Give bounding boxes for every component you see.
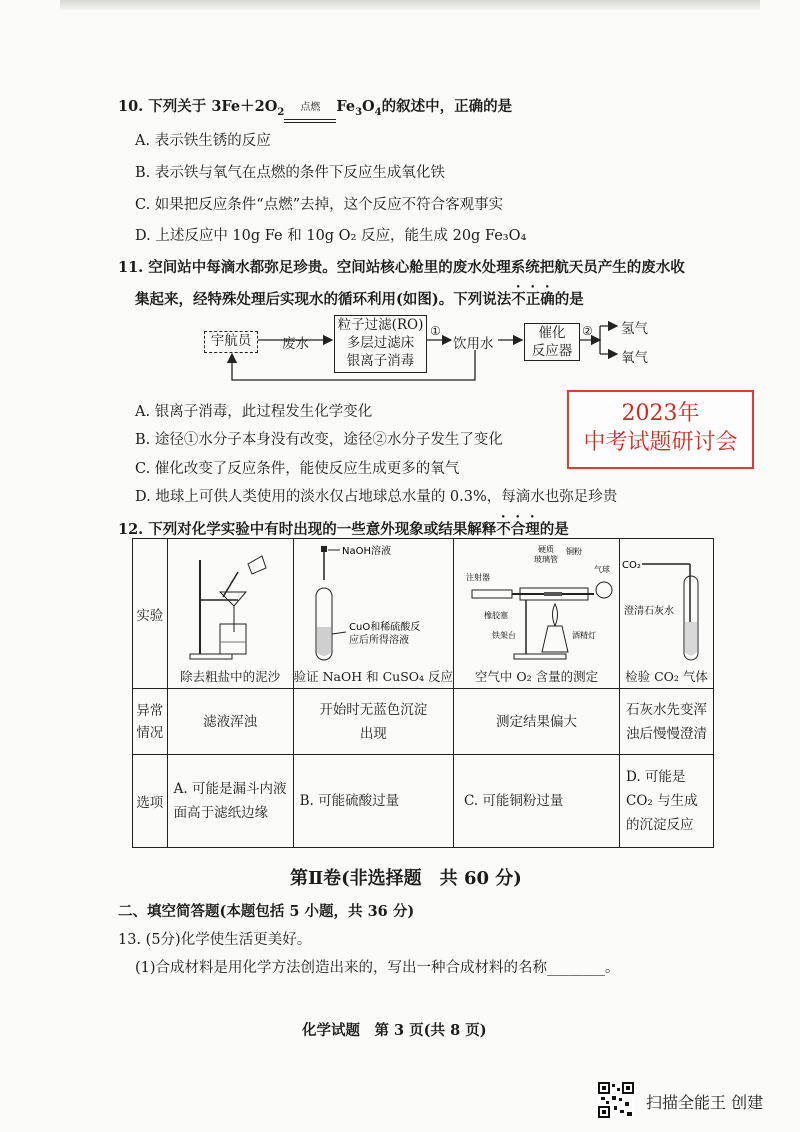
label-copper-powder: 铜粉 bbox=[566, 547, 582, 556]
experiment-table bbox=[132, 538, 714, 848]
options-row bbox=[133, 755, 714, 848]
caption-oxygen: 空气中 O₂ 含量的测定 bbox=[474, 669, 599, 684]
scan-top-shadow bbox=[60, 0, 760, 10]
q12-stem: 12. 下列对化学实验中有时出现的一些意外现象或结果解释不合理的是 bbox=[118, 521, 569, 538]
row-head-experiment: 实验 bbox=[133, 539, 168, 689]
q11-option-d: D. 地球上可供人类使用的淡水仅占地球总水量的 0.3%，每滴水也弥足珍贵 bbox=[135, 489, 618, 505]
section-2-title: 二、填空简答题(本题包括 5 小题，共 36 分) bbox=[118, 903, 415, 920]
part-2-title: 第Ⅱ卷(非选择题 共 60 分) bbox=[290, 868, 522, 889]
scanner-watermark: 扫描全能王 创建 bbox=[646, 1093, 764, 1112]
filtration-apparatus-drawing bbox=[168, 542, 293, 667]
caption-naoh: 验证 NaOH 和 CuSO₄ 反应 bbox=[293, 669, 453, 684]
q11-stem-line2: 集起来，经特殊处理后实现水的循环利用(如图)。下列说法不正确的是 bbox=[135, 291, 584, 308]
row-head-anomaly: 异常 情况 bbox=[133, 689, 168, 755]
label-cuo-2: 应后所得溶液 bbox=[348, 635, 409, 646]
oxygen-measurement-drawing bbox=[454, 542, 619, 667]
q11-stem-line1: 11. 空间站中每滴水都弥足珍贵。空间站核心舱里的废水处理系统把航天员产生的废水收 bbox=[118, 259, 685, 276]
treatment-box: 粒子过滤(RO) 多层过滤床 银离子消毒 bbox=[334, 315, 427, 373]
oxygen-label: 氧气 bbox=[621, 350, 648, 366]
label-alcohol-lamp: 酒精灯 bbox=[572, 631, 596, 640]
exp-co2-cell bbox=[620, 539, 714, 689]
drinking-water-label: 饮用水 bbox=[453, 336, 494, 352]
path-2-label: ② bbox=[582, 324, 593, 338]
q13-stem: 13. (5分)化学使生活更美好。 bbox=[118, 932, 312, 948]
exp-oxygen-cell bbox=[454, 539, 620, 689]
co2-test-drawing bbox=[620, 542, 713, 667]
anomaly-filtration: 滤液浑浊 bbox=[167, 689, 293, 755]
anomaly-co2: 石灰水先变浑浊后慢慢澄清 bbox=[620, 689, 714, 755]
q10-option-b: B. 表示铁与氧气在点燃的条件下反应生成氧化铁 bbox=[135, 165, 445, 181]
anomaly-oxygen: 测定结果偏大 bbox=[454, 689, 620, 755]
qr-code-icon bbox=[598, 1082, 634, 1118]
q10-option-c: C. 如果把反应条件“点燃”去掉，这个反应不符合客观事实 bbox=[135, 197, 504, 213]
waste-water-label: 废水 bbox=[282, 336, 309, 352]
row-head-options: 选项 bbox=[133, 755, 168, 848]
conference-stamp: 2023年 中考试题研讨会 bbox=[567, 390, 754, 469]
label-iron-stand: 铁架台 bbox=[492, 631, 516, 640]
option-a: A. 可能是漏斗内液面高于滤纸边缘 bbox=[167, 755, 293, 848]
astronaut-box: 宇航员 bbox=[204, 331, 258, 353]
exp-naoh-cell bbox=[293, 539, 453, 689]
option-b: B. 可能硫酸过量 bbox=[293, 755, 453, 848]
catalytic-reactor-box: 催化 反应器 bbox=[524, 323, 580, 361]
label-rubber-stopper: 橡胶塞 bbox=[484, 611, 508, 620]
q13-sub1: (1)合成材料是用化学方法创造出来的，写出一种合成材料的名称________。 bbox=[135, 960, 620, 976]
option-c: C. 可能铜粉过量 bbox=[454, 755, 620, 848]
caption-filtration: 除去粗盐中的泥沙 bbox=[180, 669, 281, 684]
anomaly-naoh: 开始时无蓝色沉淀出现 bbox=[293, 689, 453, 755]
page-footer: 化学试题 第 3 页(共 8 页) bbox=[302, 1022, 487, 1039]
q11-option-c: C. 催化改变了反应条件，能使反应生成更多的氧气 bbox=[135, 461, 460, 477]
label-cuo-1: CuO和稀硫酸反 bbox=[348, 622, 420, 633]
q10-option-a: A. 表示铁生锈的反应 bbox=[135, 133, 271, 149]
reaction-condition: 点燃 bbox=[284, 109, 336, 123]
label-hard-glass-1: 硬质 bbox=[538, 545, 554, 554]
experiment-row bbox=[133, 539, 714, 689]
label-naoh: NaOH溶液 bbox=[341, 546, 391, 557]
label-hard-glass-2: 玻璃管 bbox=[534, 555, 558, 564]
hydrogen-label: 氢气 bbox=[621, 321, 648, 337]
path-1-label: ① bbox=[430, 324, 441, 338]
caption-co2: 检验 CO₂ 气体 bbox=[625, 669, 708, 684]
exp-filtration-cell bbox=[167, 539, 293, 689]
water-cycle-diagram bbox=[180, 310, 660, 400]
label-limewater: 澄清石灰水 bbox=[624, 606, 674, 617]
label-syringe: 注射器 bbox=[466, 573, 490, 582]
q11-option-b: B. 途径①水分子本身没有改变，途径②水分子发生了变化 bbox=[135, 432, 503, 448]
label-balloon: 气球 bbox=[594, 565, 610, 574]
q11-option-a: A. 银离子消毒，此过程发生化学变化 bbox=[135, 404, 373, 420]
test-tube-drawing bbox=[294, 542, 436, 667]
q10-stem: 10. 下列关于 $3Fe+2O_2$ 点燃 $Fe_3O_4$的叙述中，正确的是 bbox=[118, 97, 512, 123]
anomaly-row bbox=[133, 689, 714, 755]
option-d: D. 可能是 CO₂ 与生成的沉淀反应 bbox=[620, 755, 714, 848]
q10-option-d: D. 上述反应中 10g Fe 和 10g O₂ 反应，能生成 20g Fe₃O₄ bbox=[135, 228, 527, 244]
label-co2: CO₂ bbox=[622, 560, 641, 571]
